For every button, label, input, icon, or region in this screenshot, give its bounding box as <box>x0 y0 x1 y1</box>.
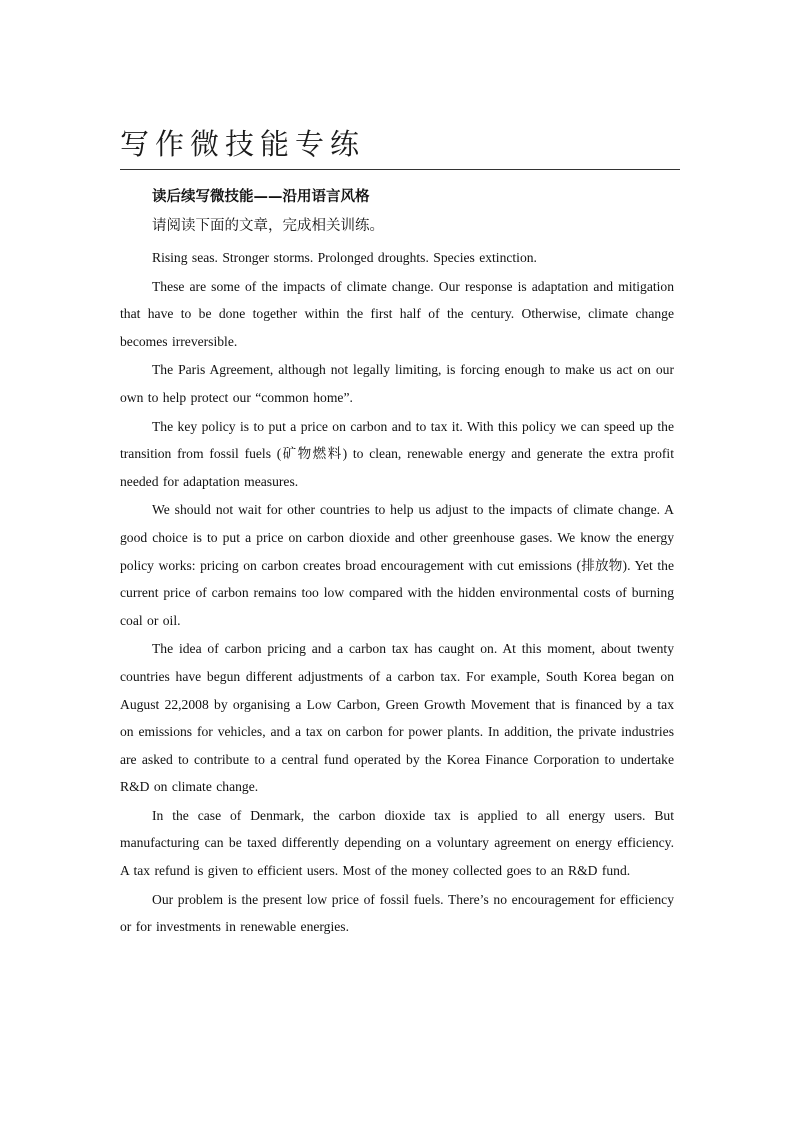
article-paragraph-1: Rising seas. Stronger storms. Prolonged droughts. Species extinction. <box>152 250 537 265</box>
title-divider <box>120 169 680 170</box>
article-paragraph-2: These are some of the impacts of climate change. Our response is adaptation and mitigation that have to be done together within the first half of the century. Otherwise, climate change becomes irreversible. <box>120 278 674 349</box>
page-title: 写作微技能专练 <box>120 127 366 161</box>
article-paragraph-4: The key policy is to put a price on carbon and to tax it. With this policy we can speed up the transition from fossil fuels (矿物燃料) to clean, renewable energy and generate the extra profit needed for adaptation measures. <box>120 418 674 489</box>
article-paragraph-5: We should not wait for other countries to help us adjust to the impacts of climate change. A good choice is to put a price on carbon dioxide and other greenhouse gases. We know the energy policy works: pricing on carbon creates broad encouragement with cut emissions (排放物). Yet the current price of carbon remains too low compared with the hidden environmental costs of burning coal or oil. <box>120 502 674 628</box>
section-subtitle: 读后续写微技能——沿用语言风格 <box>152 189 370 205</box>
article-paragraph-6: The idea of carbon pricing and a carbon tax has caught on. At this moment, about twenty countries have begun different adjustments of a carbon tax. For example, South Korea began on August 22,2008 by organising a Low Carbon, Green Growth Movement that is financed by a tax on emissions for vehicles, and a tax on carbon for power plants. In addition, the private industries are asked to contribute to a central fund operated by the Korea Finance Corporation to undertake R&D on climate change. <box>120 641 674 795</box>
article-body <box>120 244 674 942</box>
article-paragraph-8: Our problem is the present low price of fossil fuels. There’s no encouragement for efficiency or for investments in renewable energies. <box>120 891 674 935</box>
article-paragraph-3: The Paris Agreement, although not legally limiting, is forcing enough to make us act on our own to help protect our “common home”. <box>120 362 674 405</box>
instruction-text: 请阅读下面的文章，完成相关训练。 <box>152 218 384 234</box>
article-paragraph-7: In the case of Denmark, the carbon dioxide tax is applied to all energy users. But manufacturing can be taxed differently depending on a voluntary agreement on energy efficiency. A tax refund is given to efficient users. Most of the money collected goes to an R&D fund. <box>120 807 674 879</box>
